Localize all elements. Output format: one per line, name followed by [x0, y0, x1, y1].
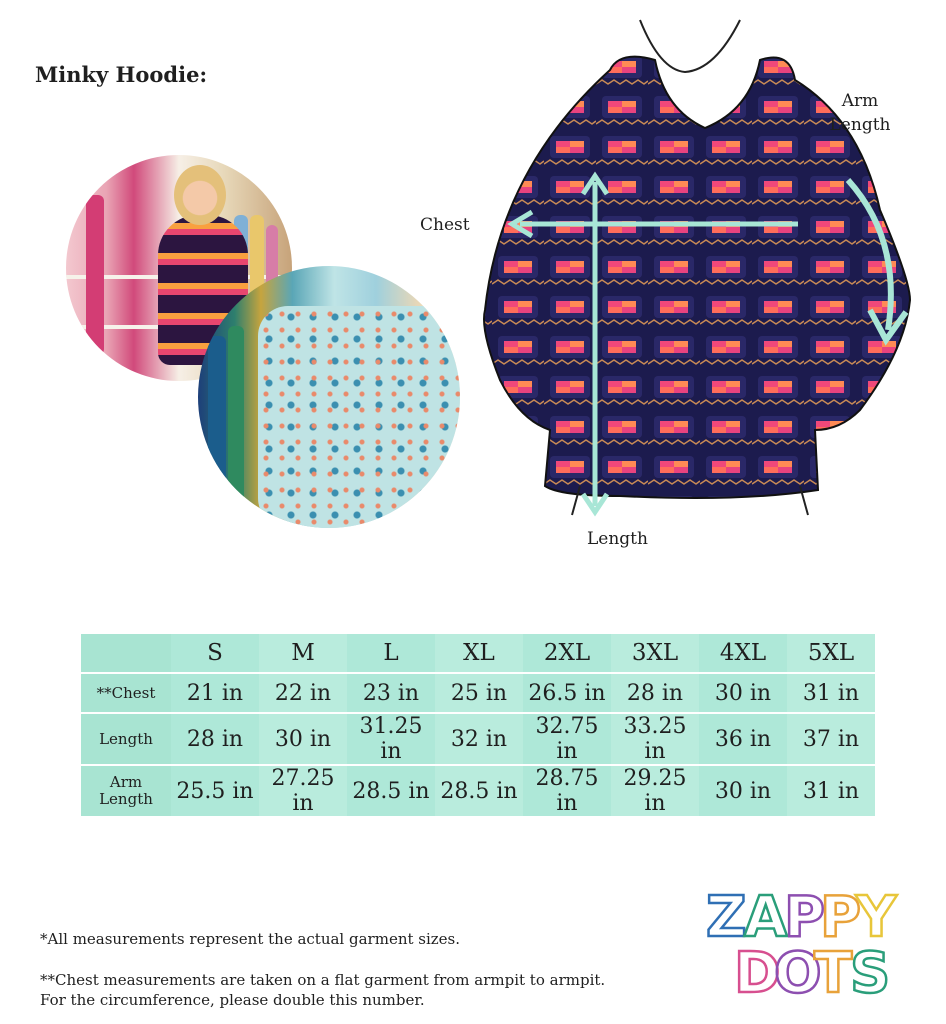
arm-length-label-line2: Length [829, 115, 891, 135]
fabric-bolt [86, 195, 104, 355]
table-cell: 31 in [787, 674, 875, 712]
page-title: Minky Hoodie: [35, 62, 208, 87]
table-cell: 28.5 in [347, 766, 435, 816]
arm-length-label-line1: Arm [841, 91, 879, 111]
table-cell: 28.75 in [523, 766, 611, 816]
size-header-row [81, 634, 875, 672]
table-cell: 29.25 in [611, 766, 699, 816]
logo-letter: Y [856, 885, 897, 950]
footnote-chest [40, 970, 605, 1010]
size-header: 5XL [787, 634, 875, 672]
table-cell: 27.25 in [259, 766, 347, 816]
zappy-dots-logo [704, 878, 904, 998]
corner-cell [81, 634, 171, 672]
row-label: **Chest [81, 674, 171, 712]
size-chart-table [81, 632, 875, 818]
table-row [81, 766, 875, 816]
logo-letter: D [734, 941, 781, 998]
row-label-line2: Length [99, 790, 153, 808]
table-cell: 31.25 in [347, 714, 435, 764]
chest-label: Chest [420, 215, 470, 235]
size-header: L [347, 634, 435, 672]
length-label: Length [587, 529, 648, 549]
patterned-hoodie [258, 306, 460, 528]
table-cell: 28 in [171, 714, 259, 764]
table-cell: 28.5 in [435, 766, 523, 816]
logo-letter: A [744, 885, 788, 950]
model-photo-close-up [198, 266, 460, 528]
logo-letter: O [774, 941, 822, 998]
table-cell: 26.5 in [523, 674, 611, 712]
size-header: 4XL [699, 634, 787, 672]
model-head [174, 165, 226, 225]
table-cell: 32.75 in [523, 714, 611, 764]
row-label [81, 766, 171, 816]
logo-letter: S [850, 941, 891, 998]
size-header: S [171, 634, 259, 672]
table-cell: 30 in [699, 674, 787, 712]
table-cell: 37 in [787, 714, 875, 764]
logo-letter: Z [706, 885, 747, 950]
table-cell: 25.5 in [171, 766, 259, 816]
table-cell: 36 in [699, 714, 787, 764]
footnote-chest-line2: For the circumference, please double this number. [40, 991, 425, 1009]
fabric-bolt [208, 336, 226, 526]
hoodie-measurement-diagram [440, 10, 920, 520]
table-row [81, 714, 875, 764]
row-label-line1: Arm [109, 773, 143, 791]
size-header: 2XL [523, 634, 611, 672]
fabric-bolt [228, 326, 244, 526]
size-header: M [259, 634, 347, 672]
size-header: 3XL [611, 634, 699, 672]
table-cell: 23 in [347, 674, 435, 712]
table-cell: 32 in [435, 714, 523, 764]
table-cell: 21 in [171, 674, 259, 712]
footnote-measurements: *All measurements represent the actual garment sizes. [40, 930, 461, 948]
footnote-chest-line1: **Chest measurements are taken on a flat garment from armpit to armpit. [40, 971, 606, 989]
table-cell: 25 in [435, 674, 523, 712]
table-row [81, 674, 875, 712]
logo-letter: P [820, 885, 862, 950]
table-cell: 28 in [611, 674, 699, 712]
size-header: XL [435, 634, 523, 672]
table-cell: 33.25 in [611, 714, 699, 764]
arm-length-label [828, 89, 892, 137]
logo-letter: T [814, 941, 853, 998]
row-label: Length [81, 714, 171, 764]
table-cell: 30 in [699, 766, 787, 816]
table-cell: 31 in [787, 766, 875, 816]
logo-letter: P [784, 885, 826, 950]
table-cell: 30 in [259, 714, 347, 764]
table-cell: 22 in [259, 674, 347, 712]
